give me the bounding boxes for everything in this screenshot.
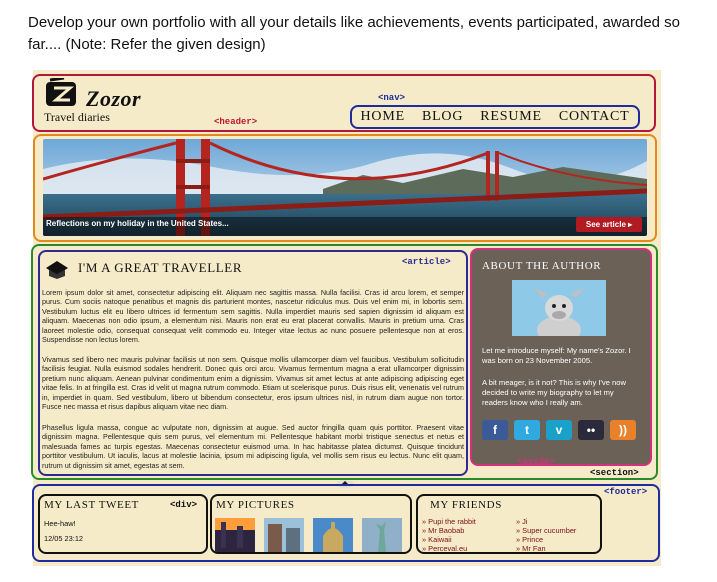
- friend-link[interactable]: » Prince: [516, 535, 544, 544]
- picture-thumbnail[interactable]: [362, 518, 402, 552]
- aside-title: ABOUT THE AUTHOR: [482, 260, 602, 272]
- site-tagline: Travel diaries: [44, 110, 110, 124]
- tweet-title: MY LAST TWEET: [44, 499, 139, 511]
- article-paragraph-3: Phasellus ligula massa, congue ac vulputate non, dignissim at augue. Sed auctor fringilla quam quis porttitor. Praesent vitae dignissim magna. Pellentesque quis sem purus, vel elementum mi. Pellentesque habitant morbi tristique senectus et netus et malesuada fames ac turpis egestas. Maecenas consectetur euismod urna. In hac habitasse platea dictumst. Quisque tincidunt porttitor vestibulum. Ut iaculis, lacus at molestie lacinia, ipsum mi adipiscing ligula, vel mollis sem risus eu lectus. Nunc elit quam, rutrum ut dignissim sit amet, egestas at sem.: [42, 423, 464, 470]
- tweet-time: 12/05 23:12: [44, 534, 84, 543]
- footer-tag-label: <footer>: [604, 487, 648, 497]
- friend-link[interactable]: » Kaiwaii: [422, 535, 452, 544]
- picture-thumbnail[interactable]: [313, 518, 353, 552]
- twitter-icon[interactable]: t: [514, 420, 540, 440]
- nav-home[interactable]: HOME: [360, 109, 405, 124]
- article-tag-label: <article>: [402, 257, 451, 267]
- pictures-title: MY PICTURES: [216, 499, 295, 511]
- flickr-icon[interactable]: ••: [578, 420, 604, 440]
- article-icon: [44, 258, 70, 280]
- aside-tag-label: <aside>: [517, 457, 555, 467]
- instruction-text: [28, 12, 708, 56]
- aside-intro: Let me introduce myself: My name's Zozor. I was born on 23 November 2005.: [482, 346, 631, 365]
- see-article-button[interactable]: See article ▸: [576, 217, 642, 232]
- instruction-line-2: far.... (Note: Refer the given design): [28, 36, 266, 53]
- picture-thumbnail[interactable]: [215, 518, 255, 552]
- aside-bio: A bit meager, is it not? This is why I've now decided to write my biography to let my readers know who I really am.: [482, 378, 626, 407]
- rss-icon[interactable]: )): [610, 420, 636, 440]
- site-brand: Zozor: [86, 86, 142, 111]
- article-title: I'M A GREAT TRAVELLER: [78, 260, 243, 275]
- header-tag-label: <header>: [214, 117, 258, 127]
- friend-link[interactable]: » Mr Fan: [516, 544, 546, 553]
- facebook-icon[interactable]: f: [482, 420, 508, 440]
- logo-icon: [44, 78, 80, 108]
- vimeo-icon[interactable]: v: [546, 420, 572, 440]
- tweet-div-tag-label: <div>: [170, 500, 198, 510]
- tweet-text: Hee-haw!: [44, 519, 76, 528]
- friend-link[interactable]: » Pupi the rabbit: [422, 517, 476, 526]
- nav-resume[interactable]: RESUME: [480, 109, 542, 124]
- friend-link[interactable]: » Super cucumber: [516, 526, 577, 535]
- nav-blog[interactable]: BLOG: [421, 109, 464, 124]
- friends-title: MY FRIENDS: [430, 499, 502, 511]
- friend-link[interactable]: » Ji: [516, 517, 528, 526]
- hero-caption: Reflections on my holiday in the United States...: [46, 219, 229, 228]
- friend-link[interactable]: » Mr Baobab: [422, 526, 465, 535]
- picture-thumbnail[interactable]: [264, 518, 304, 552]
- article-paragraph-1: Lorem ipsum dolor sit amet, consectetur adipiscing elit. Aliquam nec sagittis massa. Nulla facilisi. Cras id arcu lorem, et semper purus. Cum sociis natoque penatibus et magnis dis parturient montes, nascetur ridiculus mus. Duis vel enim mi, in lobortis sem. Vestibulum luctus elit eu libero ultrices id fermentum sem sagittis. Nulla imperdiet mauris sed sapien dignissim id aliquam est aliquam. Maecenas non odio ipsum, a elementum nisi. Mauris non erat eu erat placerat convallis. Mauris in pretium urna. Cras laoreet molestie odio, consequat consequat velit commodo eu. Integer vitae lectus ac nunc posuere pellentesque non at eros. Suspendisse non lectus lorem.: [42, 288, 464, 345]
- main-nav: [350, 105, 640, 129]
- instruction-line-1: Develop your own portfolio with all your details like achievements, events participated, awarded so: [28, 14, 681, 31]
- nav-contact[interactable]: CONTACT: [558, 109, 630, 124]
- nav-tag-label: <nav>: [378, 93, 406, 103]
- friend-link[interactable]: » Perceval.eu: [422, 544, 468, 553]
- article-paragraph-2: Vivamus sed libero nec mauris pulvinar facilisis ut non sem. Quisque mollis ullamcorper diam vel faucibus. Vestibulum sollicitudin facilisis feugiat. Nulla euismod sodales hendrerit. Donec quis orci arcu. Vivamus fermentum magna a erat ullamcorper dignissim pretium nunc aliquam. Aenean pulvinar condimentum enim a dignissim. Vivamus sit amet lectus at ante adipiscing adipiscing eget vitae felis. In at fringilla est. Cras id velit ut magna rutrum commodo. Etiam ut scelerisque purus. Duis risus elit, venenatis vel rutrum in, imperdiet in quam. Sed vestibulum, libero ut bibendum consectetur, eros ipsum ultrices nisl, in rutrum diam augue non tortor. Fusce nec massa et risus dapibus aliquam vitae nec diam.: [42, 355, 464, 412]
- section-tag-label: <section>: [590, 468, 639, 478]
- author-avatar-image: [512, 280, 606, 336]
